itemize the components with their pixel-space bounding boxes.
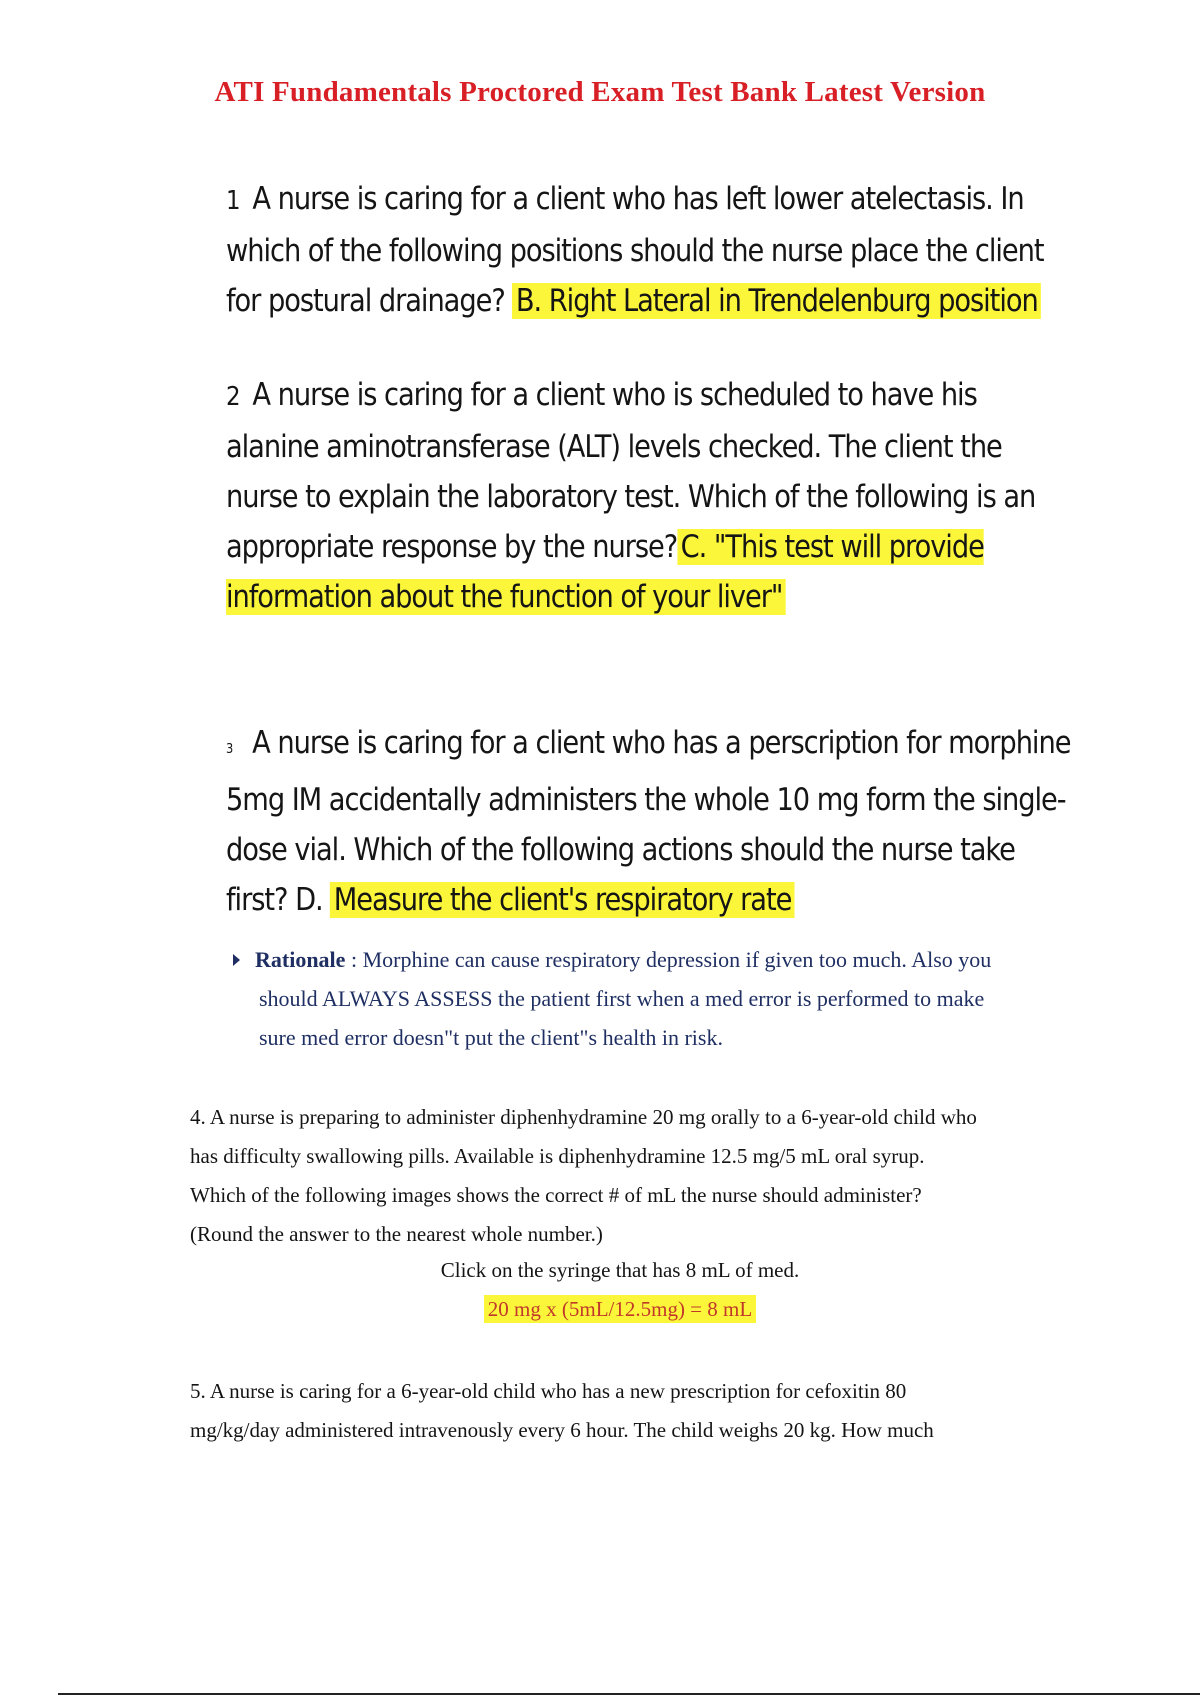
rationale-block bbox=[233, 940, 1053, 1057]
question-5 bbox=[190, 1372, 1090, 1450]
question-2-answer: C. "This test will provide information about the function of your liver" bbox=[226, 529, 984, 615]
question-5-line-2: mg/kg/day administered intravenously every 6 hour. The child weighs 20 kg. How much bbox=[190, 1418, 934, 1442]
question-4-line-2: has difficulty swallowing pills. Available is diphenhydramine 12.5 mg/5 mL oral syrup. bbox=[190, 1144, 925, 1168]
question-2 bbox=[226, 370, 1071, 622]
question-5-line-1: 5. A nurse is caring for a 6-year-old child who has a new prescription for cefoxitin 80 bbox=[190, 1379, 907, 1403]
bullet-triangle-icon bbox=[233, 954, 240, 966]
question-4-formula-row bbox=[0, 1297, 1200, 1322]
rationale-text-1: Morphine can cause respiratory depression if given too much. Also you bbox=[362, 947, 992, 972]
question-3-answer: Measure the client's respiratory rate bbox=[330, 882, 795, 918]
question-4-line-4: (Round the answer to the nearest whole number.) bbox=[190, 1222, 603, 1246]
question-1-number: 1 bbox=[226, 186, 240, 216]
question-4 bbox=[190, 1098, 1090, 1254]
rationale-line-3: sure med error doesn"t put the client"s health in risk. bbox=[259, 1025, 723, 1050]
question-1-answer: B. Right Lateral in Trendelenburg position bbox=[512, 283, 1041, 319]
question-3 bbox=[226, 718, 1071, 925]
footer-divider bbox=[58, 1693, 1200, 1695]
rationale-label: Rationale bbox=[255, 947, 346, 972]
question-3-text: A nurse is caring for a client who has a perscription for morphine 5mg IM accidentally administers the whole 10 mg form the single-dose vial. Which of the following actions should the nurse take first? D. bbox=[226, 725, 1071, 918]
question-1 bbox=[226, 174, 1071, 326]
question-4-formula: 20 mg x (5mL/12.5mg) = 8 mL bbox=[484, 1295, 756, 1323]
question-1-text: A nurse is caring for a client who has left lower atelectasis. In which of the following positions should the nurse place the client for postural drainage? bbox=[226, 181, 1044, 319]
question-4-instruction: Click on the syringe that has 8 mL of med. bbox=[440, 1258, 800, 1282]
rationale-line-2: should ALWAYS ASSESS the patient first when a med error is performed to make bbox=[259, 986, 985, 1011]
rationale-line-1 bbox=[233, 940, 1053, 979]
question-2-text: A nurse is caring for a client who is scheduled to have his alanine aminotransferase (ALT) levels checked. The client the nurse to explain the laboratory test. Which of the following is an appropriate response by the nurse? bbox=[226, 377, 1036, 565]
document-title: ATI Fundamentals Proctored Exam Test Bank Latest Version bbox=[214, 76, 986, 108]
question-4-line-1: 4. A nurse is preparing to administer diphenhydramine 20 mg orally to a 6-year-old child who bbox=[190, 1105, 977, 1129]
question-3-number: 3 bbox=[226, 742, 233, 757]
rationale-separator: : bbox=[345, 947, 363, 972]
question-4-line-3: Which of the following images shows the correct # of mL the nurse should administer? bbox=[190, 1183, 922, 1207]
question-2-number: 2 bbox=[226, 382, 240, 412]
